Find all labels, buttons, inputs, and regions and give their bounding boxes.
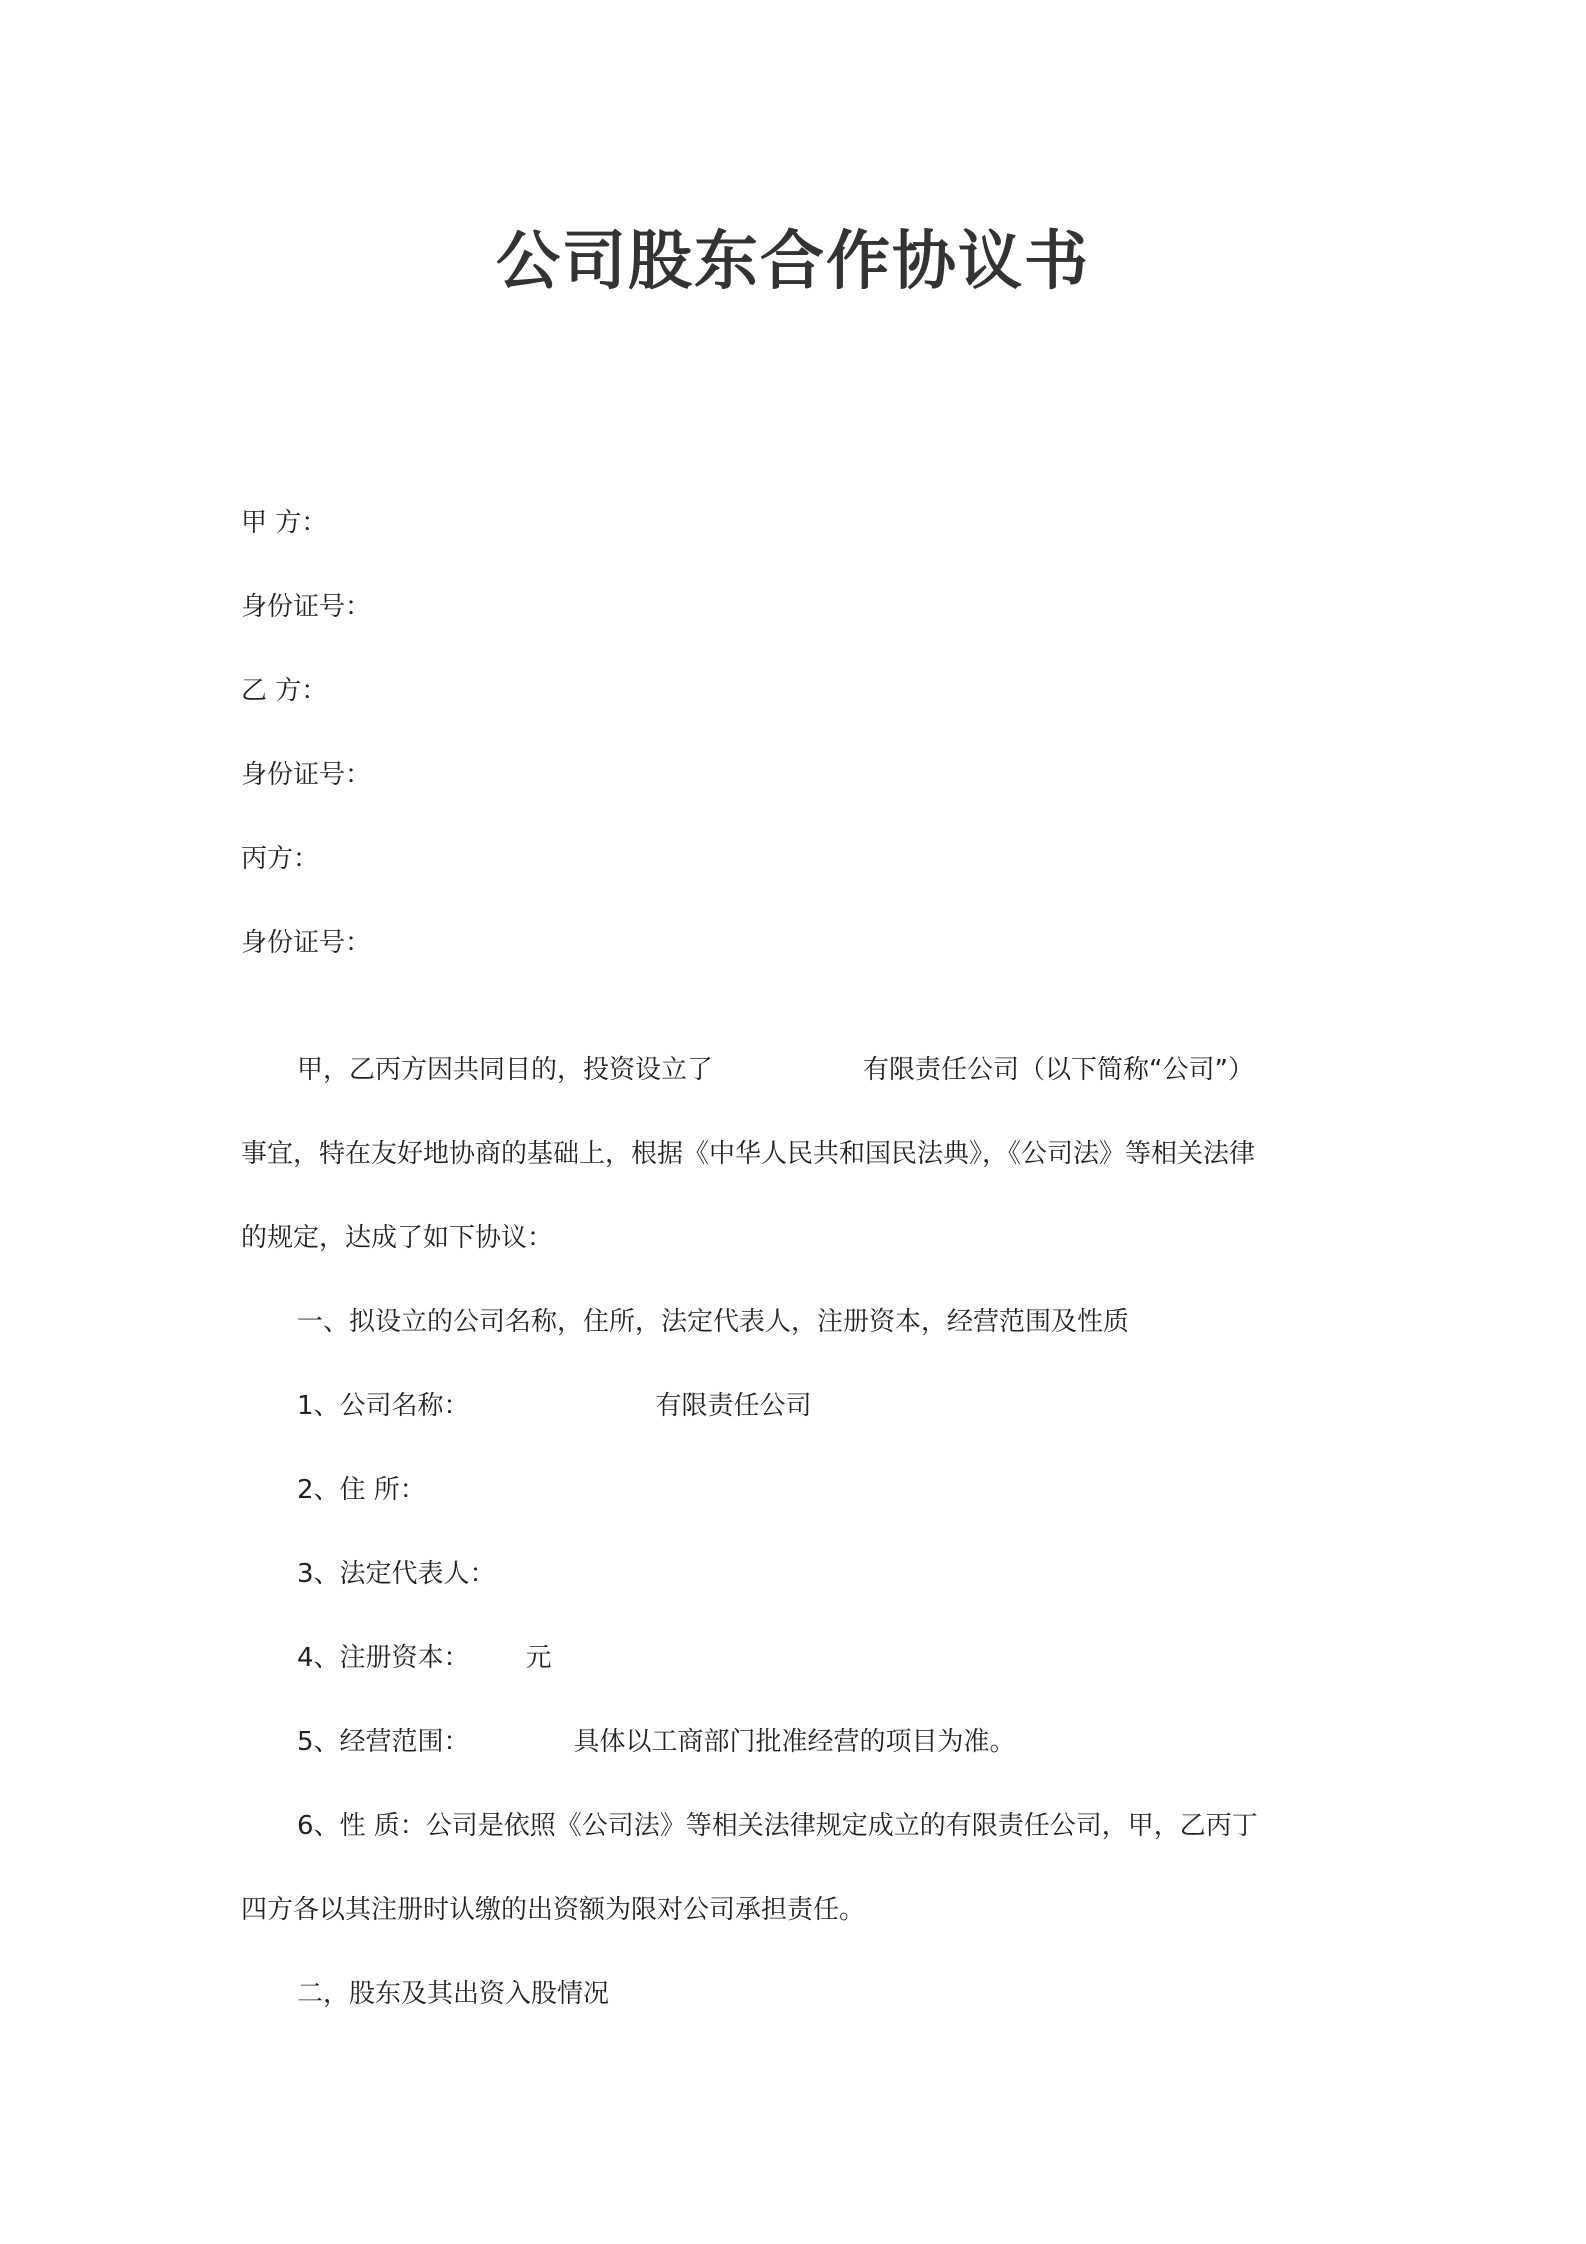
section-1-heading: 一、拟设立的公司名称，住所，法定代表人，注册资本，经营范围及性质 — [297, 1307, 1130, 1337]
party-b-label: 乙 方： — [241, 676, 328, 706]
intro-line-1 — [297, 1052, 1254, 1088]
item-nature-line-2: 四方各以其注册时认缴的出资额为限对公司承担责任。 — [241, 1895, 866, 1925]
item-company-name-value: 有限责任公司 — [655, 1391, 812, 1421]
party-c-id-label: 身份证号： — [241, 928, 372, 958]
item-business-scope — [297, 1724, 1016, 1760]
intro-text-b: 有限责任公司（以下简称“公司”） — [863, 1055, 1254, 1085]
item-company-name — [297, 1388, 812, 1424]
party-a-label: 甲 方： — [241, 508, 328, 538]
intro-text-a: 甲，乙丙方因共同目的，投资设立了 — [297, 1055, 714, 1085]
item-company-name-label: 1、公司名称： — [297, 1391, 470, 1421]
document-title: 公司股东合作协议书 — [496, 225, 1090, 299]
party-b-id-label: 身份证号： — [241, 760, 372, 790]
item-scope-value: 具体以工商部门批准经营的项目为准。 — [573, 1727, 1016, 1757]
item-capital-label: 4、注册资本： — [297, 1643, 470, 1673]
item-capital-unit: 元 — [525, 1643, 552, 1673]
party-c-label: 丙方： — [241, 844, 320, 874]
section-2-heading: 二，股东及其出资入股情况 — [297, 1979, 610, 2009]
intro-line-3: 的规定，达成了如下协议： — [241, 1223, 554, 1253]
item-address: 2、住 所： — [297, 1475, 426, 1505]
item-scope-label: 5、经营范围： — [297, 1727, 470, 1757]
intro-line-2: 事宜，特在友好地协商的基础上，根据《中华人民共和国民法典》，《公司法》等相关法律 — [241, 1139, 1256, 1169]
item-nature-line-1: 6、性 质：公司是依照《公司法》等相关法律规定成立的有限责任公司，甲，乙丙丁 — [297, 1811, 1258, 1841]
party-a-id-label: 身份证号： — [241, 592, 372, 622]
item-registered-capital — [297, 1640, 552, 1676]
item-legal-rep: 3、法定代表人： — [297, 1559, 496, 1589]
